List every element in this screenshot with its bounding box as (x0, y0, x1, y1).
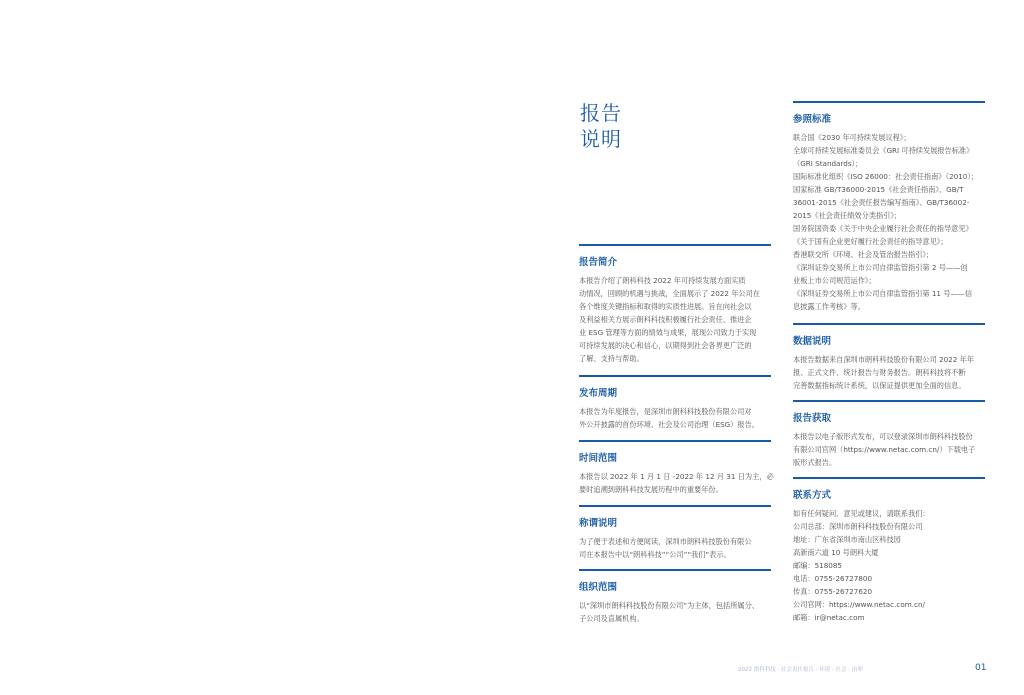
body-line: （GRI Standards）； (793, 159, 863, 168)
body-line: 本报告介绍了朗科科技 2022 年可持续发展方面实质 (579, 276, 746, 285)
section-time-range (579, 440, 774, 496)
body-line: 本报告以电子版形式发布，可以登录深圳市朗科科技股份 (793, 432, 973, 441)
body-line: 司在本报告中以“朗科科技”“公司”“我们”表示。 (579, 550, 731, 559)
section-rule (793, 400, 985, 402)
contact-email[interactable]: 邮箱：ir@netac.com (793, 613, 865, 622)
section-org-scope (579, 569, 771, 625)
title-line-1: 报告 (580, 101, 622, 125)
section-naming (579, 505, 771, 561)
body-line: 完善数据指标统计系统，以保证提供更加全面的信息。 (793, 381, 966, 390)
body-line: 如有任何疑问、意见或建议，请联系我们： (793, 509, 930, 518)
section-rule (579, 440, 771, 442)
section-rule (793, 323, 985, 325)
footer-text: 2022 朗科科技 · 社会责任报告 · 环境 · 社会 · 治理 (738, 667, 863, 673)
body-line: 《深圳证券交易所上市公司自律监管指引第 11 号——信 (793, 289, 973, 298)
section-release-cycle (579, 375, 771, 431)
body-line: 香港联交所《环境、社会及管治报告指引》； (793, 250, 934, 259)
section-heading: 报告获取 (793, 413, 832, 424)
section-body (793, 353, 985, 392)
body-line: 电话：0755-26727800 (793, 574, 873, 583)
body-line: 业 ESG 管理等方面的绩效与成果，展现公司致力于实现 (579, 328, 757, 337)
section-heading: 发布周期 (579, 388, 618, 399)
section-rule (579, 375, 771, 377)
body-line: 《深圳证券交易所上市公司自律监管指引第 2 号——创 (793, 263, 968, 272)
body-line: 外公开披露的首份环境、社会及公司治理（ESG）报告。 (579, 420, 759, 429)
section-body (793, 131, 985, 313)
section-rule (579, 569, 771, 571)
body-line: 本报告为年度报告，是深圳市朗科科技股份有限公司对 (579, 407, 752, 416)
body-line: 了解、支持与帮助。 (579, 354, 644, 363)
section-heading: 时间范围 (579, 453, 618, 464)
title-line-2: 说明 (580, 127, 622, 151)
body-line: 国家标准 GB/T36000-2015《社会责任指南》、GB/T (793, 185, 964, 194)
section-contact (793, 477, 985, 624)
section-body (793, 430, 985, 469)
section-reference-standards (793, 101, 985, 313)
body-line: 为了便于表述和方便阅读，深圳市朗科科技股份有限公 (579, 537, 752, 546)
body-line: 公司总部：深圳市朗科科技股份有限公司 (793, 522, 923, 531)
body-line: 《关于国有企业更好履行社会责任的指导意见》； (793, 237, 948, 246)
section-heading: 报告简介 (579, 257, 618, 268)
body-line: 可持续发展的决心和信心，以期得到社会各界更广泛的 (579, 341, 752, 350)
body-line: 高新南六道 10 号朗科大厦 (793, 548, 879, 557)
body-line: 邮编：518085 (793, 561, 843, 570)
section-heading: 参照标准 (793, 114, 832, 125)
section-heading: 数据说明 (793, 336, 832, 347)
section-body (579, 274, 771, 365)
section-rule (793, 477, 985, 479)
page-number: 01 (975, 663, 987, 673)
body-line: 本报告数据来自深圳市朗科科技股份有限公司 2022 年年 (793, 355, 974, 364)
section-report-access (793, 400, 985, 469)
body-line: 版形式报告。 (793, 458, 837, 467)
body-line: 有限公司官网（https://www.netac.com.cn/）下载电子 (793, 445, 976, 454)
section-body (793, 507, 985, 624)
section-heading: 联系方式 (793, 490, 832, 501)
body-line: 各个维度关键指标和取得的实质性进展。旨在向社会以 (579, 302, 752, 311)
section-heading: 称谓说明 (579, 518, 618, 529)
body-line: 及利益相关方展示朗科科技积极履行社会责任、推进企 (579, 315, 752, 324)
body-line: 报、正式文件、统计报告与财务报告。朗科科技将不断 (793, 368, 966, 377)
body-line: 联合国《2030 年可持续发展议程》； (793, 133, 911, 142)
body-line: 息披露工作考核》等。 (793, 302, 865, 311)
body-line: 以“深圳市朗科科技股份有限公司”为主体，包括所属分、 (579, 601, 759, 610)
body-line: 子公司及直属机构。 (579, 614, 644, 623)
section-data-notes (793, 323, 985, 392)
body-line: 全球可持续发展标准委员会《GRI 可持续发展报告标准》 (793, 146, 974, 155)
section-body (579, 405, 771, 431)
body-line: 2015《社会责任绩效分类指引》； (793, 211, 902, 220)
body-line: 国际标准化组织《ISO 26000：社会责任指南》（2010）； (793, 172, 979, 181)
section-rule (793, 101, 985, 103)
body-line: 地址：广东省深圳市南山区科技园 (793, 535, 901, 544)
section-rule (579, 244, 771, 246)
body-line: 业板上市公司规范运作》； (793, 276, 876, 285)
section-body (579, 599, 771, 625)
section-report-intro (579, 244, 771, 365)
section-body (579, 535, 771, 561)
section-heading: 组织范围 (579, 582, 618, 593)
section-rule (579, 505, 771, 507)
body-line: 国务院国资委《关于中央企业履行社会责任的指导意见》 (793, 224, 973, 233)
section-body (579, 470, 774, 496)
page-title (580, 100, 622, 152)
body-line: 要时追溯到朗科科技发展历程中的重要年份。 (579, 485, 723, 494)
body-line: 传真：0755-26727620 (793, 587, 873, 596)
contact-website[interactable]: 公司官网：https://www.netac.com.cn/ (793, 600, 925, 609)
body-line: 36001-2015《社会责任报告编写指南》、GB/T36002- (793, 198, 970, 207)
body-line: 本报告以 2022 年 1 月 1 日 -2022 年 12 月 31 日为主，必 (579, 472, 774, 481)
body-line: 动情况，回顾的机遇与挑战，全面展示了 2022 年公司在 (579, 289, 760, 298)
